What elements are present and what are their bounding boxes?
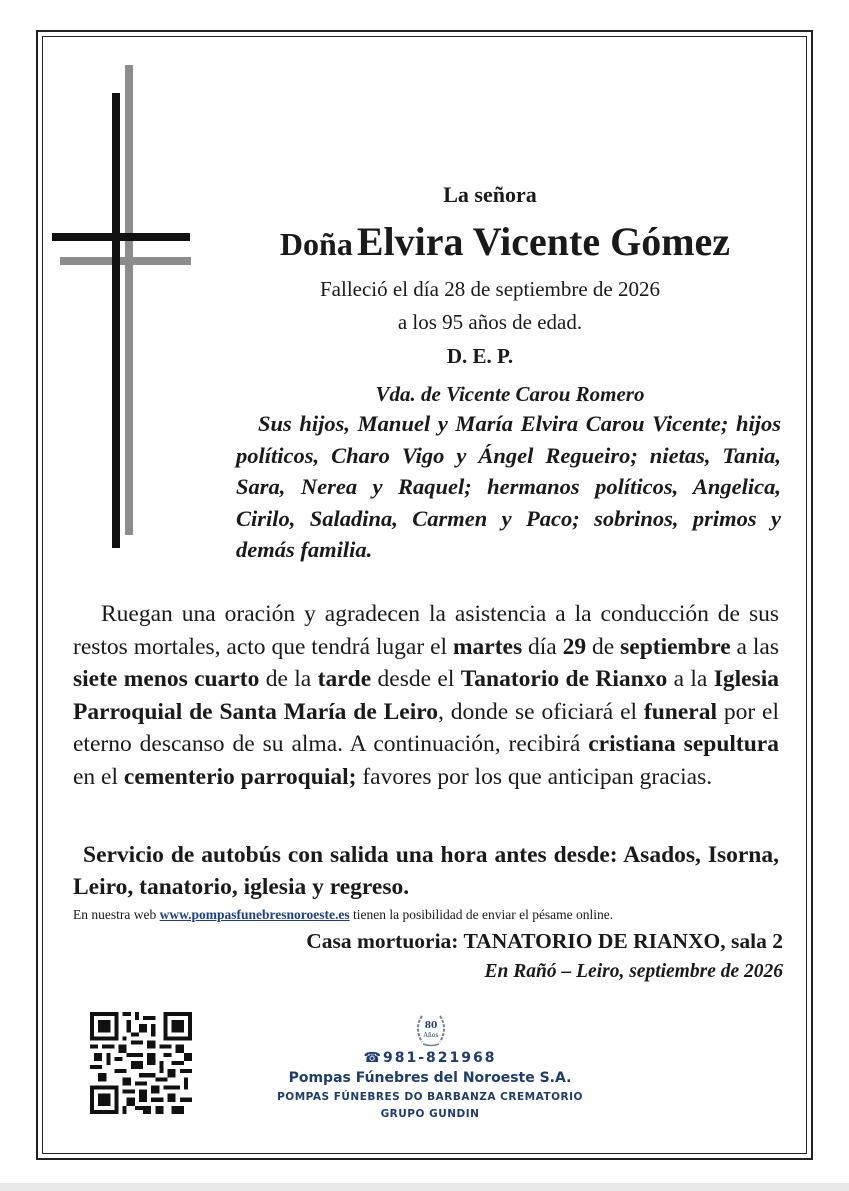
cross-gray-horizontal (60, 257, 191, 265)
ceremony-time: siete menos cuarto (73, 666, 260, 693)
mortuary-house: Casa mortuoria: TANATORIO DE RIANXO, sala 2 (306, 929, 783, 953)
widow-of: Vda. de Vicente Carou Romero (375, 382, 645, 406)
phone-icon: ☎ (363, 1050, 381, 1066)
ceremony-text: en el (73, 763, 124, 790)
family-list: Sus hijos, Manuel y María Elvira Carou Vicente; hijos políticos, Charo Vigo y Ángel Regueiro; nietas, Tania, Sara, Nerea y Raquel; hermanos políticos, Angelica, Cirilo, Saladina, Carmen y Paco; sobrinos, primos y demás familia. (236, 411, 781, 562)
ceremony-burial: cristiana sepultura (588, 731, 779, 758)
death-date: Falleció el día 28 de septiembre de 2026 (320, 277, 660, 301)
ceremony-period: tarde (317, 666, 372, 693)
company-group: GRUPO GUNDIN (380, 1108, 480, 1120)
ceremony-date: 29 (562, 633, 587, 660)
rip-text: D. E. P. (446, 344, 514, 368)
ceremony-text: de la (259, 666, 318, 693)
ceremony-origin: Tanatorio de Rianxo (460, 666, 668, 693)
cross-black-horizontal (52, 233, 190, 241)
age: a los 95 años de edad. (397, 310, 583, 334)
ceremony-text: a las (730, 633, 779, 660)
web-note (73, 907, 779, 923)
phone-number[interactable]: 981-821968 (382, 1050, 497, 1066)
ceremony-text: de (586, 633, 621, 660)
ceremony-text: Ruegan una oración y agradecen la asistencia a la conducción de sus restos mortales, acto que tendrá lugar el (73, 601, 779, 660)
notice-intro: La señora (443, 182, 537, 207)
ceremony-text: por el eterno descanso de su alma. A continuación, recibirá (73, 698, 779, 758)
ceremony-text: a la (667, 666, 714, 693)
ceremony-text: favores por los que anticipan gracias. (356, 763, 713, 790)
qr-code-icon (90, 1012, 192, 1114)
ceremony-text: día (522, 633, 563, 660)
company-subtitle: POMPAS FÚNEBRES DO BARBANZA CREMATORIO (277, 1091, 583, 1103)
emblem-word: Años (423, 1032, 439, 1039)
ceremony-month: septiembre (620, 633, 731, 660)
name-prefix: Doña (279, 226, 353, 262)
ceremony-funeral: funeral (643, 698, 717, 725)
bottom-edge (0, 1183, 849, 1191)
name-full: Elvira Vicente Gómez (356, 219, 731, 264)
cross-gray-vertical (125, 65, 133, 535)
anniversary-emblem-icon (409, 1012, 453, 1048)
ceremony-text: , donde se oficiará el (438, 698, 644, 725)
ceremony-paragraph (73, 598, 779, 794)
emblem-number: 80 (424, 1021, 438, 1031)
place-date: En Rañó – Leiro, septiembre de 2026 (484, 961, 783, 982)
phone-line (280, 1050, 580, 1066)
web-note-text: tienen la posibilidad de enviar el pésame online. (349, 907, 614, 922)
ceremony-day: martes (452, 633, 523, 660)
cross-black-vertical (112, 93, 120, 548)
web-note-text: En nuestra web (73, 907, 160, 922)
ceremony-cemetery: cementerio parroquial; (123, 763, 357, 790)
ceremony-church: Iglesia Parroquial de Santa María de Leiro (73, 666, 780, 725)
company-name: Pompas Fúnebres del Noroeste S.A. (288, 1070, 572, 1086)
bus-service: Servicio de autobús con salida una hora antes desde: Asados, Isorna, Leiro, tanatorio, iglesia y regreso. (73, 842, 779, 900)
website-link[interactable]: www.pompasfunebresnoroeste.es (159, 907, 350, 922)
deceased-name (225, 218, 785, 265)
ceremony-text: desde el (371, 666, 461, 693)
